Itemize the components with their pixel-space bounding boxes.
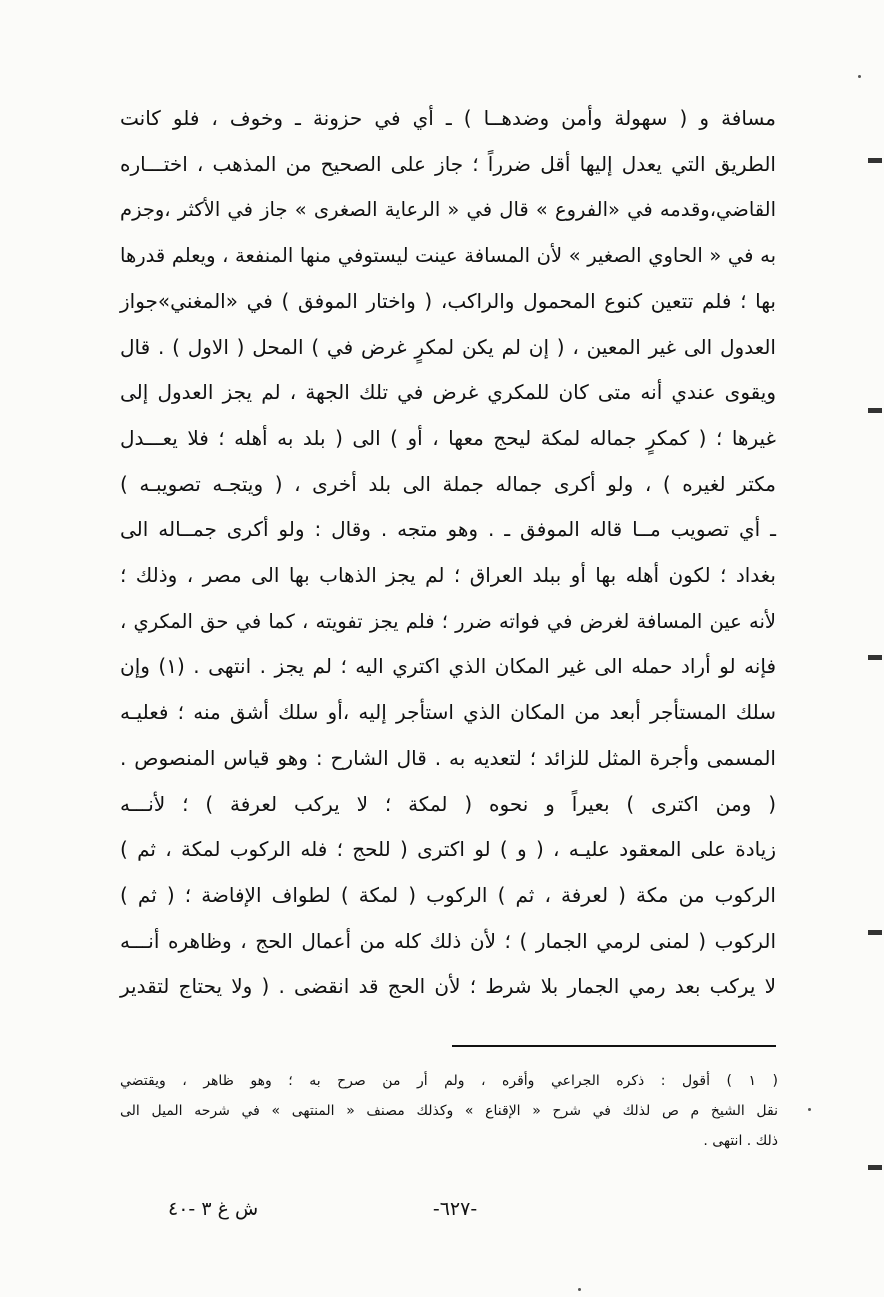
text-line: لا يركب بعد رمي الجمار بلا شرط ؛ لأن الحج قد انقضى . ( ولا يحتاج لتقدير: [120, 974, 776, 999]
footnote-line: نقل الشيخ م ص لذلك في شرح « الإقناع » وكذلك مصنف « المنتهى » في شرحه الميل الى: [120, 1103, 778, 1119]
text-line: غيرها ؛ ( كمكرٍ جماله لمكة ليحج معها ، أو ) الى ( بلد به أهله ؛ فلا يعـــدل: [120, 425, 776, 450]
text-line: فإنه لو أراد حمله الى غير المكان الذي اكتري اليه ؛ لم يجز . انتهى . (١) وإن: [120, 654, 777, 679]
text-line: الطريق التي يعدل إليها أقل ضرراً ؛ جاز على الصحيح من المذهب ، اختـــاره: [120, 151, 776, 176]
footnote-line: ذلك . انتهى .: [703, 1133, 778, 1149]
footnote-line: ( ١ ) أقول : ذكره الجراعي وأقره ، ولم أر من صرح به ؛ وهو ظاهر ، ويقتضي: [120, 1073, 778, 1089]
scan-edge-mark: [868, 408, 882, 413]
text-line: به في « الحاوي الصغير » لأن المسافة عينت ليستوفي منها المنفعة ، ويعلم قدرها: [120, 244, 776, 268]
text-line: الركوب من مكة ( لعرفة ، ثم ) الركوب ( لمكة ) لطواف الإفاضة ؛ ( ثم ): [120, 882, 776, 907]
page-number: -٦٢٧-: [432, 1198, 478, 1220]
scan-speck: [858, 75, 861, 78]
scan-edge-mark: [868, 930, 882, 935]
scan-speck: [578, 1288, 581, 1291]
text-line: الركوب ( لمنى لرمي الجمار ) ؛ لأن ذلك كله من أعمال الحج ، وظاهره أنـــه: [120, 928, 776, 953]
text-line: القاضي،وقدمه في «الفروع » قال في « الرعاية الصغرى » جاز في الأكثر ،وجزم: [120, 198, 776, 222]
scan-edge-mark: [868, 158, 882, 163]
text-line: بغداد ؛ لكون أهله بها أو ببلد العراق ؛ لم يجز الذهاب بها الى مصر ، وذلك ؛: [120, 563, 776, 588]
text-line: بها ؛ فلم تتعين كنوع المحمول والراكب، ( واختار الموفق ) في «المغني»جواز: [120, 288, 776, 313]
scan-edge-mark: [868, 1165, 882, 1170]
scan-edge-mark: [868, 655, 882, 660]
print-signature: ش غ ٣ -٤٠: [168, 1198, 259, 1220]
footnote: [120, 1066, 778, 1156]
text-line: ـ أي تصويب مــا قاله الموفق ـ . وهو متجه . وقال : ولو أكرى جمــاله الى: [120, 517, 776, 542]
text-line: لأنه عين المسافة لغرض في فواته ضرر ؛ فلم يجز تفويته ، كما في حق المكري ،: [120, 609, 776, 633]
text-line: مكتر لغيره ) ، ولو أكرى جماله جملة الى بلد أخرى ، ( ويتجـه تصويبـه ): [120, 471, 776, 496]
text-line: ( ومن اكترى ) بعيراً و نحوه ( لمكة ؛ لا يركب لعرفة ) ؛ لأنـــه: [120, 791, 776, 816]
text-line: سلك المستأجر أبعد من المكان الذي استأجر إليه ،أو سلك أشق منه ؛ فعليـه: [120, 700, 776, 725]
text-line: المسمى وأجرة المثل للزائد ؛ لتعديه به . قال الشارح : وهو قياس المنصوص .: [120, 745, 776, 770]
main-text: [120, 96, 776, 1010]
text-line: ويقوى عندي أنه متى كان للمكري غرض في تلك الجهة ، لم يجز العدول إلى: [120, 380, 776, 405]
footnote-divider: [452, 1045, 776, 1047]
scan-speck: [808, 1108, 811, 1111]
text-line: مسافة و ( سهولة وأمن وضده‍ــا ) ـ أي في حزونة ـ وخوف ، فلو كانت: [120, 106, 776, 130]
text-line: العدول الى غير المعين ، ( إن لم يكن لمكرٍ غرض في ) المحل ( الاول ) . قال: [120, 334, 776, 359]
text-line: زيادة على المعقود عليـه ، ( و ) لو اكترى ( للحج ؛ فله الركوب لمكة ، ثم ): [120, 837, 776, 862]
